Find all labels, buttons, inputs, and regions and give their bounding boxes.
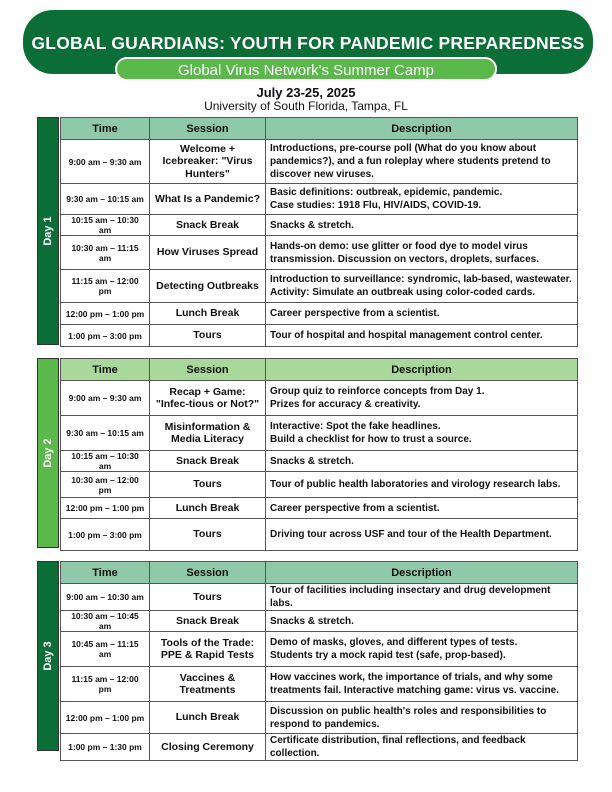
day-label: Day 3: [42, 641, 54, 671]
session-cell: Tours: [150, 472, 266, 498]
description-column-header: Description: [266, 359, 578, 381]
time-cell: 9:00 am – 10:30 am: [61, 584, 150, 611]
session-cell: Detecting Outbreaks: [150, 270, 266, 303]
description-cell: [266, 702, 578, 734]
table-row: [61, 140, 578, 184]
description-line: Activity: Simulate an outbreak using color-coded cards.: [270, 287, 536, 298]
session-cell: Welcome + Icebreaker: "Virus Hunters": [150, 140, 266, 184]
table-row: [61, 215, 578, 236]
session-cell: Tours: [150, 584, 266, 611]
day-label: Day 2: [42, 438, 54, 468]
table-row: [61, 303, 578, 325]
page-title: GLOBAL GUARDIANS: YOUTH FOR PANDEMIC PREPAREDNESS: [31, 33, 585, 53]
time-cell: 10:15 am – 10:30 am: [61, 215, 150, 236]
table-row: [61, 734, 578, 761]
event-dates: July 23-25, 2025: [256, 85, 356, 100]
description-line: How vaccines work, the importance of trials, and why some treatments fail. Interactive matching game: virus vs. vaccine.: [270, 672, 560, 696]
description-cell: [266, 498, 578, 519]
session-cell: Snack Break: [150, 451, 266, 472]
description-line: Students try a mock rapid test (safe, prop-based).: [270, 650, 506, 661]
description-line: Group quiz to reinforce concepts from Day 1.: [270, 386, 485, 397]
description-cell: [266, 416, 578, 451]
description-line: Career perspective from a scientist.: [270, 308, 440, 319]
time-cell: 11:15 am – 12:00 pm: [61, 667, 150, 702]
table-row: [61, 236, 578, 270]
time-cell: 1:00 pm – 3:00 pm: [61, 519, 150, 551]
description-line: Case studies: 1918 Flu, HIV/AIDS, COVID-19.: [270, 200, 482, 211]
description-line: Prizes for accuracy & creativity.: [270, 399, 421, 410]
description-line: Snacks & stretch.: [270, 219, 354, 231]
time-cell: 1:00 pm – 3:00 pm: [61, 325, 150, 347]
description-cell: [266, 667, 578, 702]
description-cell: [266, 140, 578, 184]
session-cell: Lunch Break: [150, 498, 266, 519]
description-line: Introductions, pre-course poll (What do you know about pandemics?), and a fun roleplay where students pretend to discover new viruses.: [270, 143, 551, 180]
description-line: Demo of masks, gloves, and different types of tests.: [270, 637, 518, 648]
description-line: Certificate distribution, final reflections, and feedback collection.: [270, 735, 526, 759]
description-line: Introduction to surveillance: syndromic, lab-based, wastewater.: [270, 274, 572, 285]
session-cell: Recap + Game: "Infec-tious or Not?": [150, 381, 266, 416]
day-side-bar: [37, 117, 59, 345]
table-header-row: [61, 118, 578, 140]
description-line: Snacks & stretch.: [270, 455, 354, 467]
schedule-table: [60, 117, 578, 347]
description-cell: [266, 184, 578, 215]
subtitle-pill: Global Virus Network's Summer Camp: [115, 57, 497, 81]
day-side-bar: [37, 561, 59, 751]
description-cell: [266, 451, 578, 472]
event-venue: University of South Florida, Tampa, FL: [204, 99, 408, 113]
day-3-block: [37, 561, 577, 759]
table-header-row: [61, 359, 578, 381]
session-column-header: Session: [150, 562, 266, 584]
table-row: [61, 184, 578, 215]
time-cell: 9:30 am – 10:15 am: [61, 184, 150, 215]
description-cell: [266, 519, 578, 551]
session-cell: Snack Break: [150, 215, 266, 236]
session-cell: How Viruses Spread: [150, 236, 266, 270]
description-line: Build a checklist for how to trust a source.: [270, 434, 472, 445]
description-cell: [266, 303, 578, 325]
table-row: [61, 702, 578, 734]
description-cell: [266, 584, 578, 611]
day-side-bar: [37, 358, 59, 548]
session-cell: Tours: [150, 325, 266, 347]
table-row: [61, 667, 578, 702]
time-cell: 11:15 am – 12:00 pm: [61, 270, 150, 303]
session-cell: Vaccines & Treatments: [150, 667, 266, 702]
time-cell: 10:45 am – 11:15 am: [61, 632, 150, 667]
description-cell: [266, 381, 578, 416]
session-cell: Snack Break: [150, 611, 266, 632]
table-row: [61, 451, 578, 472]
time-cell: 12:00 pm – 1:00 pm: [61, 702, 150, 734]
description-cell: [266, 215, 578, 236]
time-cell: 9:00 am – 9:30 am: [61, 140, 150, 184]
description-cell: [266, 472, 578, 498]
time-column-header: Time: [61, 562, 150, 584]
session-cell: Tools of the Trade: PPE & Rapid Tests: [150, 632, 266, 667]
description-cell: [266, 236, 578, 270]
time-column-header: Time: [61, 359, 150, 381]
table-row: [61, 632, 578, 667]
description-line: Hands-on demo: use glitter or food dye to model virus transmission. Discussion on vectors, droplets, surfaces.: [270, 240, 539, 265]
session-cell: Misinformation & Media Literacy: [150, 416, 266, 451]
time-cell: 12:00 pm – 1:00 pm: [61, 303, 150, 325]
description-line: Career perspective from a scientist.: [270, 502, 440, 514]
table-row: [61, 270, 578, 303]
time-cell: 12:00 pm – 1:00 pm: [61, 498, 150, 519]
description-line: Snacks & stretch.: [270, 615, 354, 627]
description-column-header: Description: [266, 562, 578, 584]
time-cell: 10:30 am – 11:15 am: [61, 236, 150, 270]
description-cell: [266, 325, 578, 347]
description-line: Tour of hospital and hospital management control center.: [270, 330, 543, 341]
schedule-table: [60, 358, 578, 551]
description-line: Interactive: Spot the fake headlines.: [270, 421, 441, 432]
session-cell: Lunch Break: [150, 702, 266, 734]
day-1-block: [37, 117, 577, 345]
table-header-row: [61, 562, 578, 584]
time-cell: 10:30 am – 10:45 am: [61, 611, 150, 632]
description-line: Tour of public health laboratories and virology research labs.: [270, 479, 561, 490]
table-row: [61, 498, 578, 519]
table-row: [61, 584, 578, 611]
time-cell: 1:00 pm – 1:30 pm: [61, 734, 150, 761]
description-column-header: Description: [266, 118, 578, 140]
time-cell: 9:00 am – 9:30 am: [61, 381, 150, 416]
time-column-header: Time: [61, 118, 150, 140]
description-line: Basic definitions: outbreak, epidemic, pandemic.: [270, 187, 503, 198]
time-cell: 10:30 am – 12:00 pm: [61, 472, 150, 498]
table-row: [61, 381, 578, 416]
session-cell: Lunch Break: [150, 303, 266, 325]
description-cell: [266, 734, 578, 761]
description-cell: [266, 611, 578, 632]
schedule-table: [60, 561, 578, 761]
description-cell: [266, 632, 578, 667]
table-row: [61, 472, 578, 498]
table-row: [61, 325, 578, 347]
time-cell: 9:30 am – 10:15 am: [61, 416, 150, 451]
session-column-header: Session: [150, 359, 266, 381]
table-row: [61, 416, 578, 451]
table-row: [61, 611, 578, 632]
day-2-block: [37, 358, 577, 548]
table-row: [61, 519, 578, 551]
description-line: Discussion on public health's roles and responsibilities to respond to pandemics.: [270, 705, 547, 730]
session-cell: What Is a Pandemic?: [150, 184, 266, 215]
description-cell: [266, 270, 578, 303]
description-line: Driving tour across USF and tour of the Health Department.: [270, 529, 552, 540]
session-cell: Closing Ceremony: [150, 734, 266, 761]
session-column-header: Session: [150, 118, 266, 140]
time-cell: 10:15 am – 10:30 am: [61, 451, 150, 472]
description-line: Tour of facilities including insectary and drug development labs.: [270, 585, 551, 609]
day-label: Day 1: [42, 216, 54, 246]
session-cell: Tours: [150, 519, 266, 551]
